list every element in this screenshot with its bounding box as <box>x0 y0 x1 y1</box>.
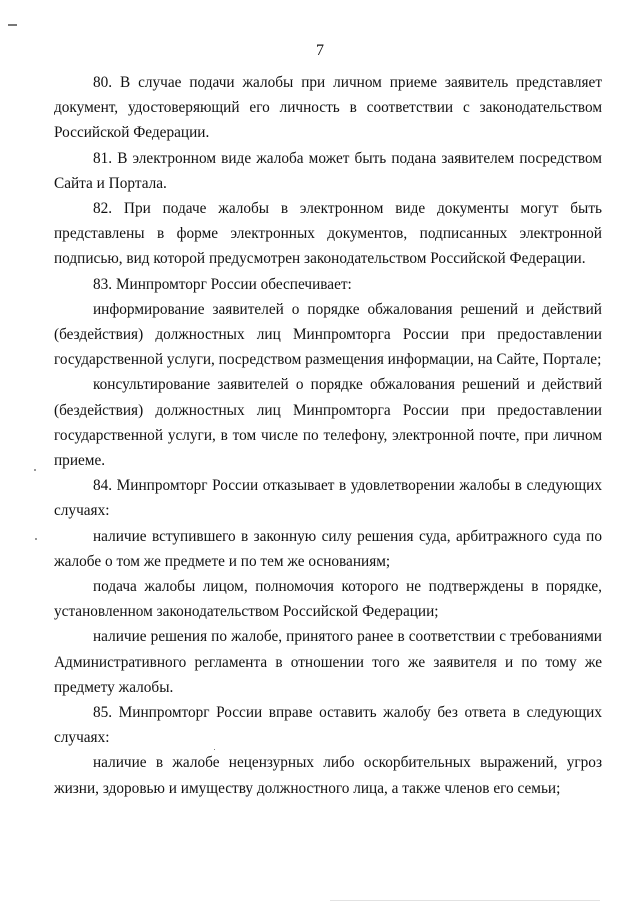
paragraph-83: 83. Минпромторг России обеспечивает: <box>93 275 352 293</box>
document-body <box>54 70 602 801</box>
paragraph-83-item-consulting: консультирование заявителей о порядке обжалования решений и действий (бездействия) должностных лиц Минпромторга России при предоставлении государственной услуги, в том числе по телефону, электронной почте, при личном приеме. <box>54 376 602 470</box>
paragraph-85: 85. Минпромторг России вправе оставить жалобу без ответа в следующих случаях: <box>54 704 602 747</box>
paragraph-81: 81. В электронном виде жалоба может быть подана заявителем посредством Сайта и Портала. <box>54 149 602 192</box>
paragraph-84-item-prior-decision: наличие решения по жалобе, принятого ранее в соответствии с требованиями Административного регламента в отношении того же заявителя и по тому же предмету жалобы. <box>54 628 602 696</box>
paragraph-85-item-offensive-language: наличие в жалобе нецензурных либо оскорбительных выражений, угроз жизни, здоровью и имуществу должностного лица, а также членов его семьи; <box>54 754 602 797</box>
scan-artifact-dot <box>34 469 36 471</box>
page-number: 7 <box>316 42 324 59</box>
paragraph-84-item-court-decision: наличие вступившего в законную силу решения суда, арбитражного суда по жалобе о том же предмете и по тем же основаниям; <box>54 527 602 570</box>
paragraph-84: 84. Минпромторг России отказывает в удовлетворении жалобы в следующих случаях: <box>54 477 602 520</box>
paragraph-83-item-informing: информирование заявителей о порядке обжалования решений и действий (бездействия) должностных лиц Минпромторга России при предоставлении государственной услуги, посредством размещения информации, на Сайте, Портале; <box>54 300 602 369</box>
scan-artifact-line <box>330 900 600 901</box>
scan-artifact-mark <box>8 24 17 26</box>
paragraph-82: 82. При подаче жалобы в электронном виде документы могут быть представлены в форме электронных документов, подписанных электронной подписью, вид которой предусмотрен законодательством Российской Федерации. <box>54 200 602 268</box>
paragraph-80: 80. В случае подачи жалобы при личном приеме заявитель представляет документ, удостоверяющий его личность в соответствии с законодательством Российской Федерации. <box>54 74 602 142</box>
paragraph-84-item-unconfirmed-authority: подача жалобы лицом, полномочия которого не подтверждены в порядке, установленном законодательством Российской Федерации; <box>54 578 602 621</box>
scan-artifact-dot <box>35 538 37 540</box>
